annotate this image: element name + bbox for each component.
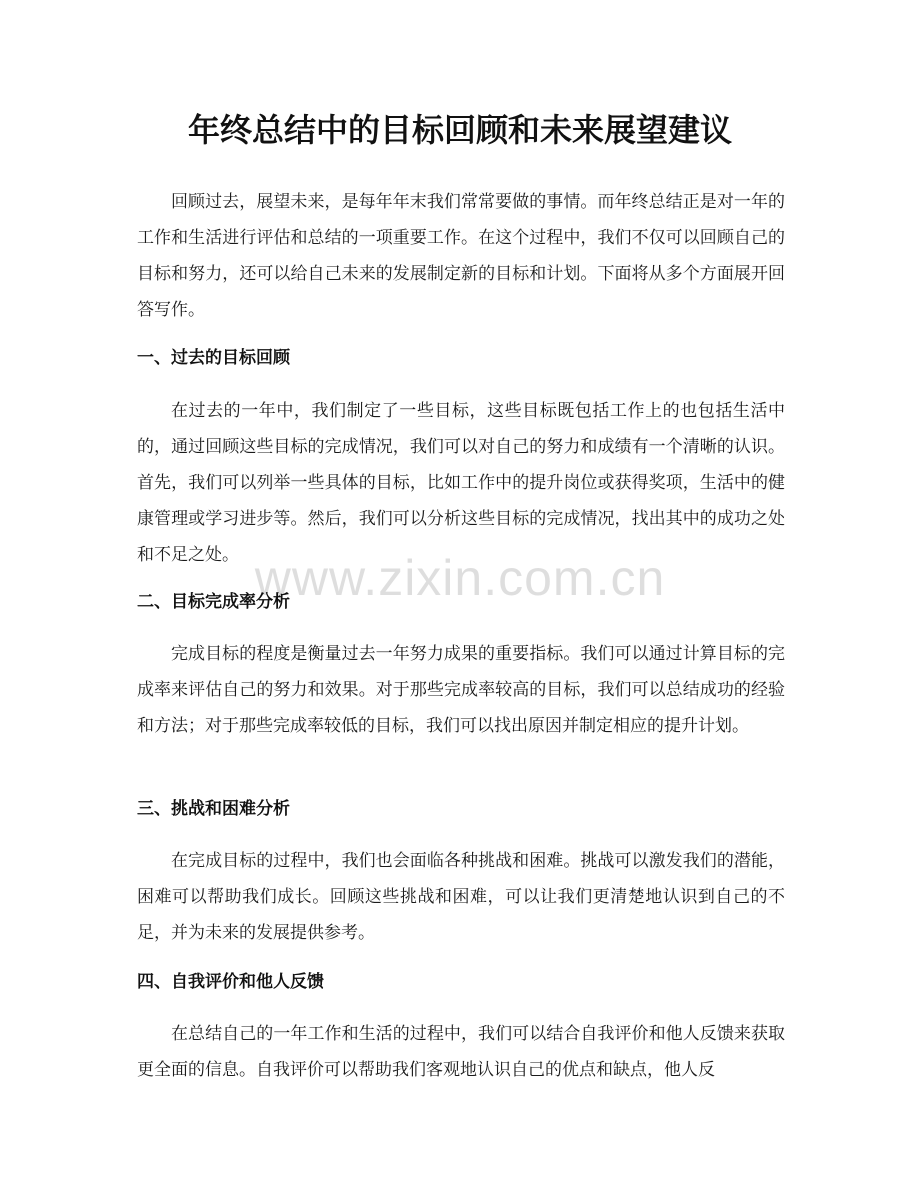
document-title: 年终总结中的目标回顾和未来展望建议 <box>187 111 732 149</box>
section-heading-4: 四、自我评价和他人反馈 <box>137 972 324 992</box>
section-paragraph-2: 完成目标的程度是衡量过去一年努力成果的重要指标。我们可以通过计算目标的完成率来评估自己的努力和效果。对于那些完成率较高的目标，我们可以总结成功的经验和方法；对于那些完成率较低的目标，我们可以找出原因并制定相应的提升计划。 <box>137 644 785 736</box>
site-watermark: www.zixin.com.cn <box>254 550 666 606</box>
section-heading-3: 三、挑战和困难分析 <box>137 799 290 819</box>
section-paragraph-3: 在完成目标的过程中，我们也会面临各种挑战和困难。挑战可以激发我们的潜能，困难可以帮助我们成长。回顾这些挑战和困难，可以让我们更清楚地认识到自己的不足，并为未来的发展提供参考。 <box>137 851 785 943</box>
section-paragraph-4: 在总结自己的一年工作和生活的过程中，我们可以结合自我评价和他人反馈来获取更全面的信息。自我评价可以帮助我们客观地认识自己的优点和缺点，他人反 <box>137 1024 785 1080</box>
section-heading-2: 二、目标完成率分析 <box>137 592 290 612</box>
section-paragraph-1: 在过去的一年中，我们制定了一些目标，这些目标既包括工作上的也包括生活中的，通过回顾这些目标的完成情况，我们可以对自己的努力和成绩有一个清晰的认识。首先，我们可以列举一些具体的目标，比如工作中的提升岗位或获得奖项，生活中的健康管理或学习进步等。然后，我们可以分析这些目标的完成情况，找出其中的成功之处和不足之处。 <box>137 401 785 565</box>
intro-paragraph: 回顾过去，展望未来，是每年年末我们常常要做的事情。而年终总结正是对一年的工作和生活进行评估和总结的一项重要工作。在这个过程中，我们不仅可以回顾自己的目标和努力，还可以给自己未来的发展制定新的目标和计划。下面将从多个方面展开回答写作。 <box>137 192 785 320</box>
section-heading-1: 一、过去的目标回顾 <box>137 348 290 368</box>
